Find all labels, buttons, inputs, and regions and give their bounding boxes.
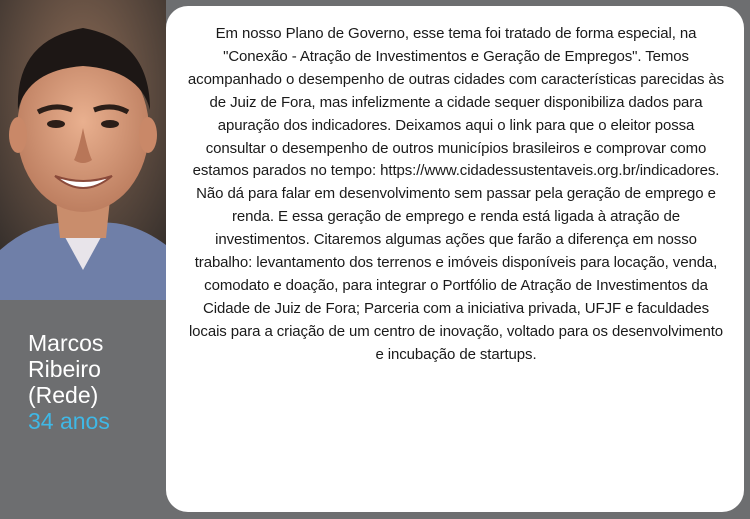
candidate-portrait <box>0 0 166 300</box>
candidate-first-name: Marcos <box>28 330 104 356</box>
candidate-name-block <box>28 330 158 434</box>
candidate-last-name: Ribeiro <box>28 356 101 382</box>
answer-text: Em nosso Plano de Governo, esse tema foi tratado de forma especial, na "Conexão - Atração de Investimentos e Geração de Empregos". Temos acompanhado o desempenho de outras cidades com características parecidas às de Juiz de Fora, mas infelizmente a cidade sequer disponibiliza dados para apuração dos indicadores. Deixamos aqui o link para que o eleitor possa consultar o desempenho de outros municípios brasileiros e comprovar como estamos parados no tempo: https://www.cidadessustentaveis.org.br/indicadores. Não dá para falar em desenvolvimento sem passar pela geração de emprego e renda. E essa geração de emprego e renda está ligada à atração de investimentos. Citaremos algumas ações que farão a diferença em nosso trabalho: levantamento dos terrenos e imóveis disponíveis para locação, venda, comodato e doação, para integrar o Portfólio de Atração de Investimentos da Cidade de Juiz de Fora; Parceria com a iniciativa privada, UFJF e faculdades locais para a criação de um centro de inovação, voltado para os desenvolvimento e incubação de startups. <box>187 25 725 363</box>
answer-card <box>166 6 744 512</box>
candidate-photo <box>0 0 166 300</box>
candidate-age: 34 anos <box>28 408 110 434</box>
candidate-party: (Rede) <box>28 382 99 408</box>
